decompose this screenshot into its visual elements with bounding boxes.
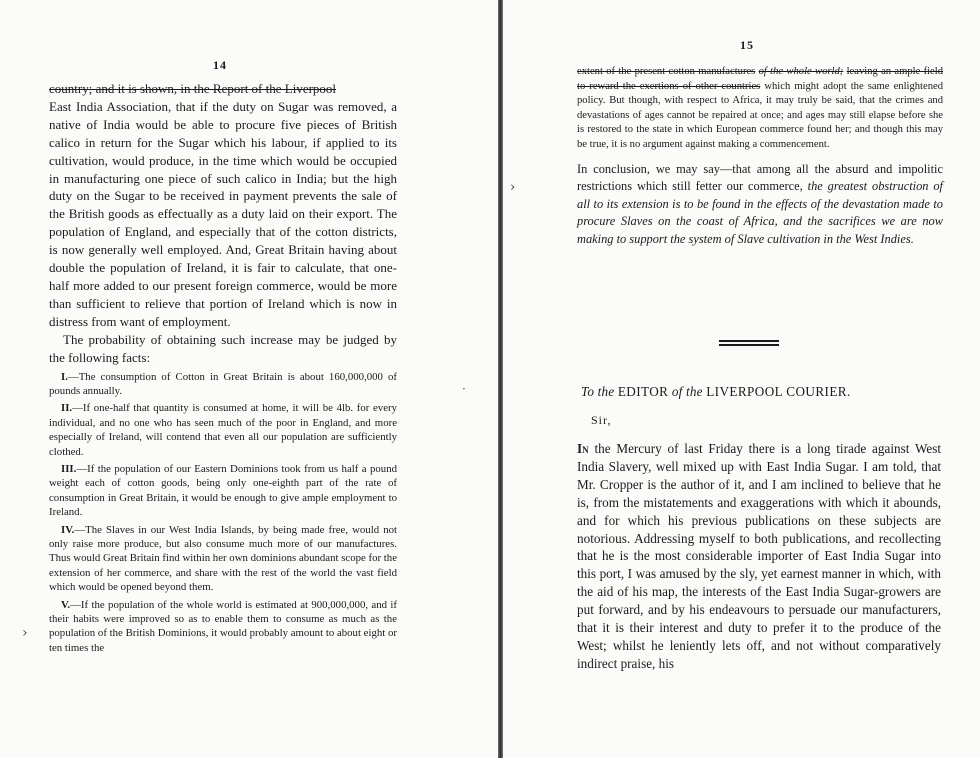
fact-number: I.: [61, 370, 68, 383]
letter-text: the Mercury of last Friday there is a long tirade against West India Slavery, well mixed up with East India Sugar. I am told, that Mr. Cropper is the author of it, and I am inclined to believe that he is, from the mistatements and exaggerations with which it abounds, and for which his previous publications on these subjects are notorious. Addressing myself to both publications, and recollecting that he is the most considerable importer of East India Sugar into this port, I was amused by the sly, yet earnest manner in which, with the aid of his map, the interests of the East India Sugar-growers are put forward, and by his endeavours to persuade our manufacturers, that it is their interest and duty to prefer it to the produce of the West; whilst he leniently lets off, and not without comparatively indirect praise, his: [577, 441, 941, 671]
heading-editor: EDITOR: [617, 384, 669, 399]
fact-item-1: [49, 370, 397, 399]
fact-item-4: [49, 523, 397, 595]
gutter-mark: ›: [510, 180, 516, 195]
fact-text: —If the population of our Eastern Dominions took from us half a pound weight each of cotton goods, being only one-eighth part of the rate of consumption in Great Britain, it would be enough to give ample employment to Ireland.: [49, 462, 397, 519]
struck-line-2: leaving an ample field to reward the exertions of other countries: [577, 66, 943, 92]
letter-heading: [581, 384, 941, 400]
right-page: [503, 0, 980, 758]
struck-phrase-italic: of the whole world;: [758, 66, 844, 77]
double-rule-divider: [719, 340, 779, 346]
heading-of: of the: [671, 384, 703, 399]
fact-item-5: [49, 598, 397, 656]
fact-number: V.: [61, 598, 71, 611]
fact-text: —The consumption of Cotton in Great Britain is about 160,000,000 of pounds annually.: [49, 370, 397, 397]
fact-text: —If the population of the whole world is estimated at 900,000,000, and if their habits were improved so as to enable them to consume as much as the population of the British Dominions, it would probably amount to about eight or ten times the: [49, 598, 397, 654]
fact-number: IV.: [61, 523, 75, 536]
heading-paper: LIVERPOOL COURIER.: [706, 384, 851, 399]
margin-mark: ›: [22, 625, 28, 641]
left-paragraph-2: The probability of obtaining such increase may be judged by the following facts:: [49, 331, 397, 365]
struck-phrase: extent of the present cotton manufactures: [577, 66, 756, 77]
page-number-right: 15: [740, 38, 754, 52]
letter-body: [577, 440, 941, 673]
left-paragraph-1: East India Association, that if the duty on Sugar was removed, a native of India would be able to procure five pieces of British calico in return for the Sugar which his labour, if applied to its cultivation, would produce, in the time which would be occupied in manufacturing one piece of such calico in India; but the high duty on the Sugar to be received in payment prevents the sale of the British goods as effectually as a duty laid on their export. The population of England, and especially that of the cotton districts, is now generally well employed. And, Great Britain having about double the population of Ireland, it is fair to calculate, that one-half more added to our present foreign commerce, would be more than sufficient to relieve that portion of Ireland which is now in distress from want of employment.: [49, 98, 397, 329]
conclusion-plain: In conclusion, we may say—that among all the absurd and impolitic restrictions which still fetter our commerce,: [577, 161, 943, 194]
conclusion-paragraph: [577, 161, 943, 249]
continued-text: [577, 65, 943, 153]
letter-first-word: In: [577, 441, 589, 456]
continued-text-rest: which might adopt the same enlightened policy. But though, with respect to Africa, it may truly be said, that the crimes and devastations of ages cannot be repaired at once; and ages may still elapse before she is restored to the state in which European commerce found her; and though this may be true, it is no argument against making a commencement.: [577, 80, 943, 150]
fact-text: —If one-half that quantity is consumed at home, it will be 4lb. for every individual, and no one who has seen much of the poor in England, and more especially of Ireland, will contend that even all our population are sufficiently clothed.: [49, 402, 397, 458]
salutation: Sir,: [591, 413, 612, 427]
conclusion-italic: the greatest obstruction of all to its extension is to be found in the effects of the devastation made to procure Slaves on the coast of Africa, and the sacrifices we are now making to support the system of Slave cultivation in the West Indies.: [577, 179, 943, 246]
right-text-column: [577, 65, 943, 249]
page-number-left: 14: [213, 58, 227, 72]
fact-text: —The Slaves in our West India Islands, by being made free, would not only raise more produce, but also consume much more of our manufactures. Thus would Great Britain find within her own dominions abundant scope for the extension of her commerce, and share with the rest of the world the vast field which would be opened beyond them.: [49, 523, 397, 594]
margin-mark: ·: [462, 382, 466, 396]
struck-through-line: country; and it is shown, in the Report of the Liverpool: [49, 81, 337, 96]
fact-number: III.: [61, 462, 77, 475]
left-text-column: [49, 80, 397, 655]
heading-to: To the: [581, 384, 615, 399]
fact-number: II.: [61, 402, 73, 415]
fact-item-2: [49, 401, 397, 459]
fact-item-3: [49, 462, 397, 520]
